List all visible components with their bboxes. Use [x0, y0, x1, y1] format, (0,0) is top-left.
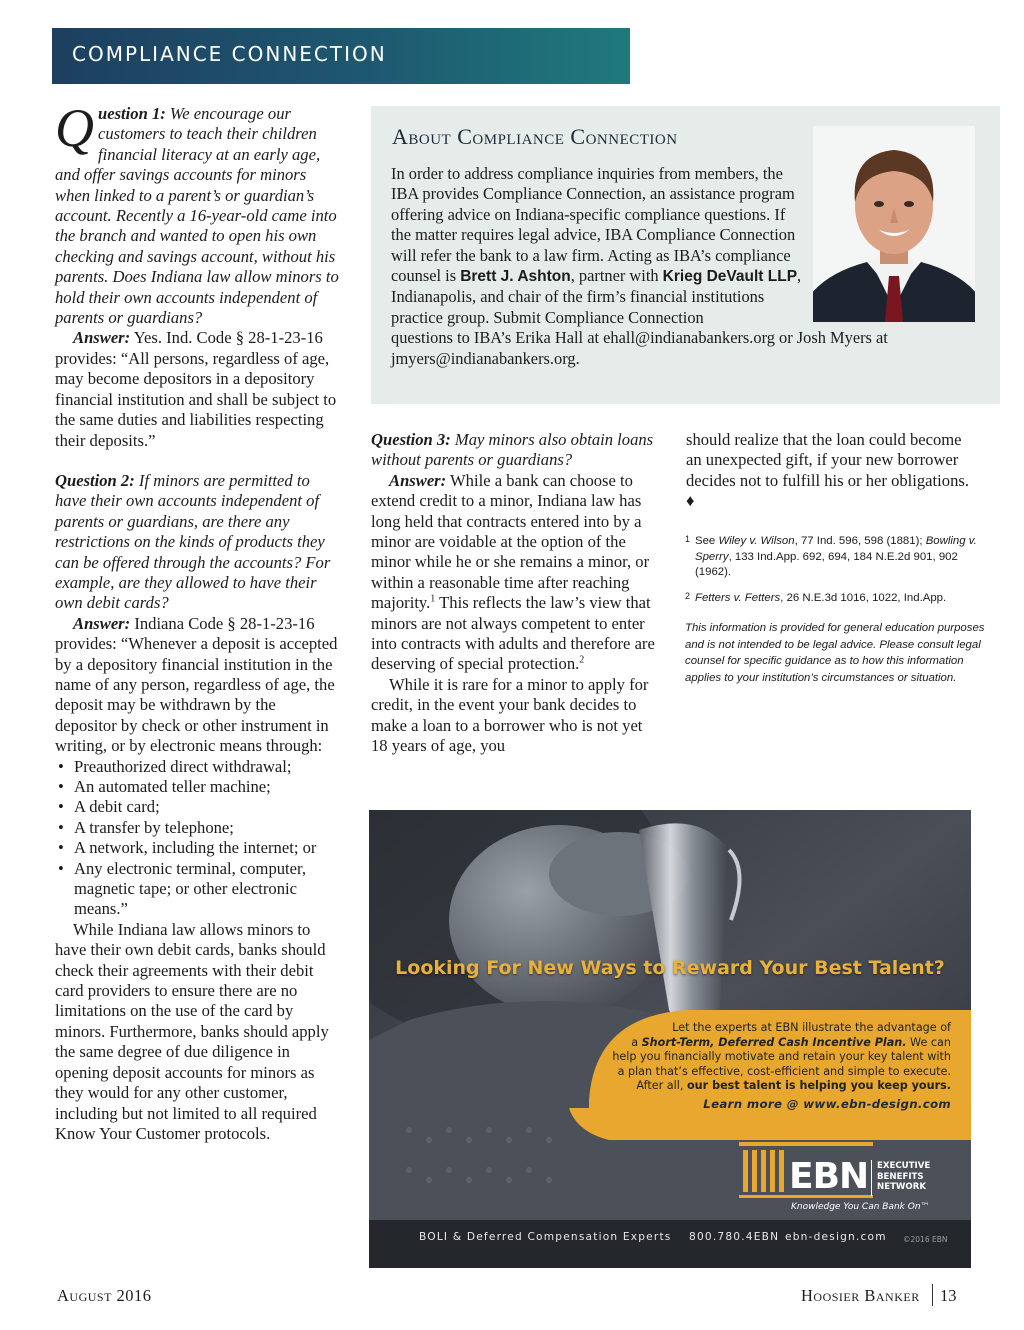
portrait-image [813, 126, 975, 322]
means-list [55, 757, 339, 920]
continued-paragraph: should realize that the loan could become an unexpected gift, if your new borrower decides not to fulfill his or her obligations. ♦ [686, 430, 969, 511]
headshot-photo [813, 126, 975, 322]
list-item: • A debit card; [55, 797, 339, 817]
disclaimer: This information is provided for general education purposes and is not intended to be legal advice. Please consult legal counsel for specific guidance as to how this information applies to your institution’s circumstances or situation. [685, 622, 985, 684]
question-1-label: uestion 1: [98, 104, 166, 123]
ad-footer-website[interactable]: ebn-design.com [785, 1231, 887, 1243]
ad-footer [369, 1224, 971, 1252]
ad-copyright: ©2016 EBN [903, 1235, 948, 1244]
question-2-text: If minors are permitted to have their own accounts independent of parents or guardians, are there any restrictions on the kinds of products they can be offered through the accounts? For example, are they allowed to have their own debit cards? [55, 470, 331, 613]
issue-date: August 2016 [57, 1286, 152, 1305]
ad-footer-phone[interactable]: 800.780.4EBN [689, 1231, 780, 1243]
drop-cap: Q [55, 98, 94, 158]
about-box [371, 106, 1000, 404]
firm-name: Krieg DeVault LLP [662, 268, 798, 286]
list-item: • An automated teller machine; [55, 777, 339, 797]
about-text: In order to address compliance inquiries from members, the IBA provides Compliance Connection, an assistance program offering advice on Indiana-specific compliance questions. If the matter requires legal advice, IBA Compliance Connection will refer the bank to a law firm. Acting as IBA’s compliance counsel is Brett J. Ashton, partner with Krieg DeVault LLP, Indianapolis, and chair of the firm’s financial institutions practice group. Submit Compliance Connection questions to IBA’s Erika Hall at ehall@indianabankers.org or Josh Myers at jmyers@indianabankers.org. [391, 164, 888, 368]
question-1-text: We encourage our customers to teach their children financial literacy at an early age, and offer savings accounts for minors when linked to a parent’s or guardian’s account. Recently a 16-year-old came into the branch and wanted to open his own checking and savings account, without his parents. Does Indiana law allow minors to hold their own accounts independent of parents or guardians? [55, 104, 339, 328]
question-3-text: May minors also obtain loans without parents or guardians? [371, 430, 654, 470]
list-item: • Preauthorized direct withdrawal; [55, 757, 339, 777]
list-item: • A transfer by telephone; [55, 818, 339, 838]
question-3-label: Question 3: [371, 430, 451, 449]
footnotes [685, 534, 985, 686]
ad-learn-more-link[interactable]: Learn more @ www.ebn-design.com [703, 1096, 951, 1111]
publication-name: Hoosier Banker [801, 1286, 920, 1305]
question-2 [55, 471, 339, 614]
footnote-ref-1: 1 [430, 593, 436, 605]
ebn-advertisement[interactable] [369, 810, 971, 1268]
list-item: • Any electronic terminal, computer, magnetic tape; or other electronic means.” [55, 859, 339, 920]
counsel-name: Brett J. Ashton [460, 268, 571, 286]
ebn-logo: EBN [789, 1156, 869, 1197]
loan-paragraph: While it is rare for a minor to apply for credit, in the event your bank decides to make a loan to a borrower who is not yet 18 years of age, you [371, 674, 649, 756]
ebn-logo-subtitle: EXECUTIVE BENEFITS NETWORK [877, 1161, 931, 1192]
footnote-1: 1 See Wiley v. Wilson, 77 Ind. 596, 598 (1881); Bowling v. Sperry, 133 Ind.App. 692, 694, 184 N.E.2d 901, 902 (1962). [685, 534, 977, 578]
list-item: • A network, including the internet; or [55, 838, 339, 858]
ad-headline: Looking For New Ways to Reward Your Best Talent? [395, 957, 945, 979]
section-header [52, 28, 630, 84]
question-1 [55, 98, 339, 328]
ad-copy: Let the experts at EBN illustrate the advantage of a Short-Term, Deferred Cash Incentive Plan. We can help you financially motivate and retain your key talent with a plan that’s effective, cost-efficient and simple to execute. After all, our best talent is helping you keep yours. Learn more @ www.ebn-design.com [581, 1021, 951, 1112]
answer-3: Answer: While a bank can choose to extend credit to a minor, Indiana law has long held that contracts entered into by a minor are voidable at the option of the minor while he or she remains a minor, or within a reasonable time after reaching majority.$^1$ This reflects the law’s view that minors are not always competent to enter into contracts with adults and therefore are deserving of special protection.$^2$ [371, 470, 655, 674]
footnote-2: 2 Fetters v. Fetters, 26 N.E.3d 1016, 1022, Ind.App. [685, 590, 947, 604]
answer-2-text: Indiana Code § 28-1-23-16 provides: “Whenever a deposit is accepted by a depository financial institution in the name of any person, regardless of age, the deposit may be withdrawn by the depositor by check or other instrument in writing, or by electronic means through: [55, 613, 338, 756]
question-3 [371, 430, 661, 471]
ebn-tagline: Knowledge You Can Bank On™ [791, 1202, 930, 1212]
answer-1-text: Yes. Ind. Code § 28-1-23-16 provides: “All persons, regardless of age, may become depositors in a depository financial institution and shall be subject to the same duties and liabilities respecting their deposits.” [55, 328, 337, 450]
question-2-label: Question 2: [55, 470, 135, 490]
page-number: 13 [940, 1286, 957, 1305]
middle-column [371, 430, 661, 757]
left-column [55, 98, 339, 1144]
footer-divider [932, 1284, 933, 1306]
right-column [686, 430, 976, 512]
closing-paragraph: While Indiana law allows minors to have their own debit cards, banks should check their agreements with their debit card providers to ensure there are no limitations on the use of the card by minors. Furthermore, banks should apply the same degree of due diligence in opening deposit accounts for minors as they would for any other customer, including but not limited to all required Know Your Customer protocols. [55, 919, 329, 1143]
answer-3-label: Answer: [389, 470, 447, 490]
footnote-ref-2: 2 [579, 654, 585, 666]
section-title: COMPLIANCE CONNECTION [72, 42, 387, 66]
answer-1 [55, 328, 339, 450]
answer-2-label: Answer: [73, 613, 131, 633]
answer-1-label: Answer: [73, 328, 131, 348]
ad-footer-services: BOLI & Deferred Compensation Experts [419, 1231, 672, 1243]
answer-2 [55, 614, 339, 757]
about-title: About Compliance Connection [392, 124, 678, 149]
